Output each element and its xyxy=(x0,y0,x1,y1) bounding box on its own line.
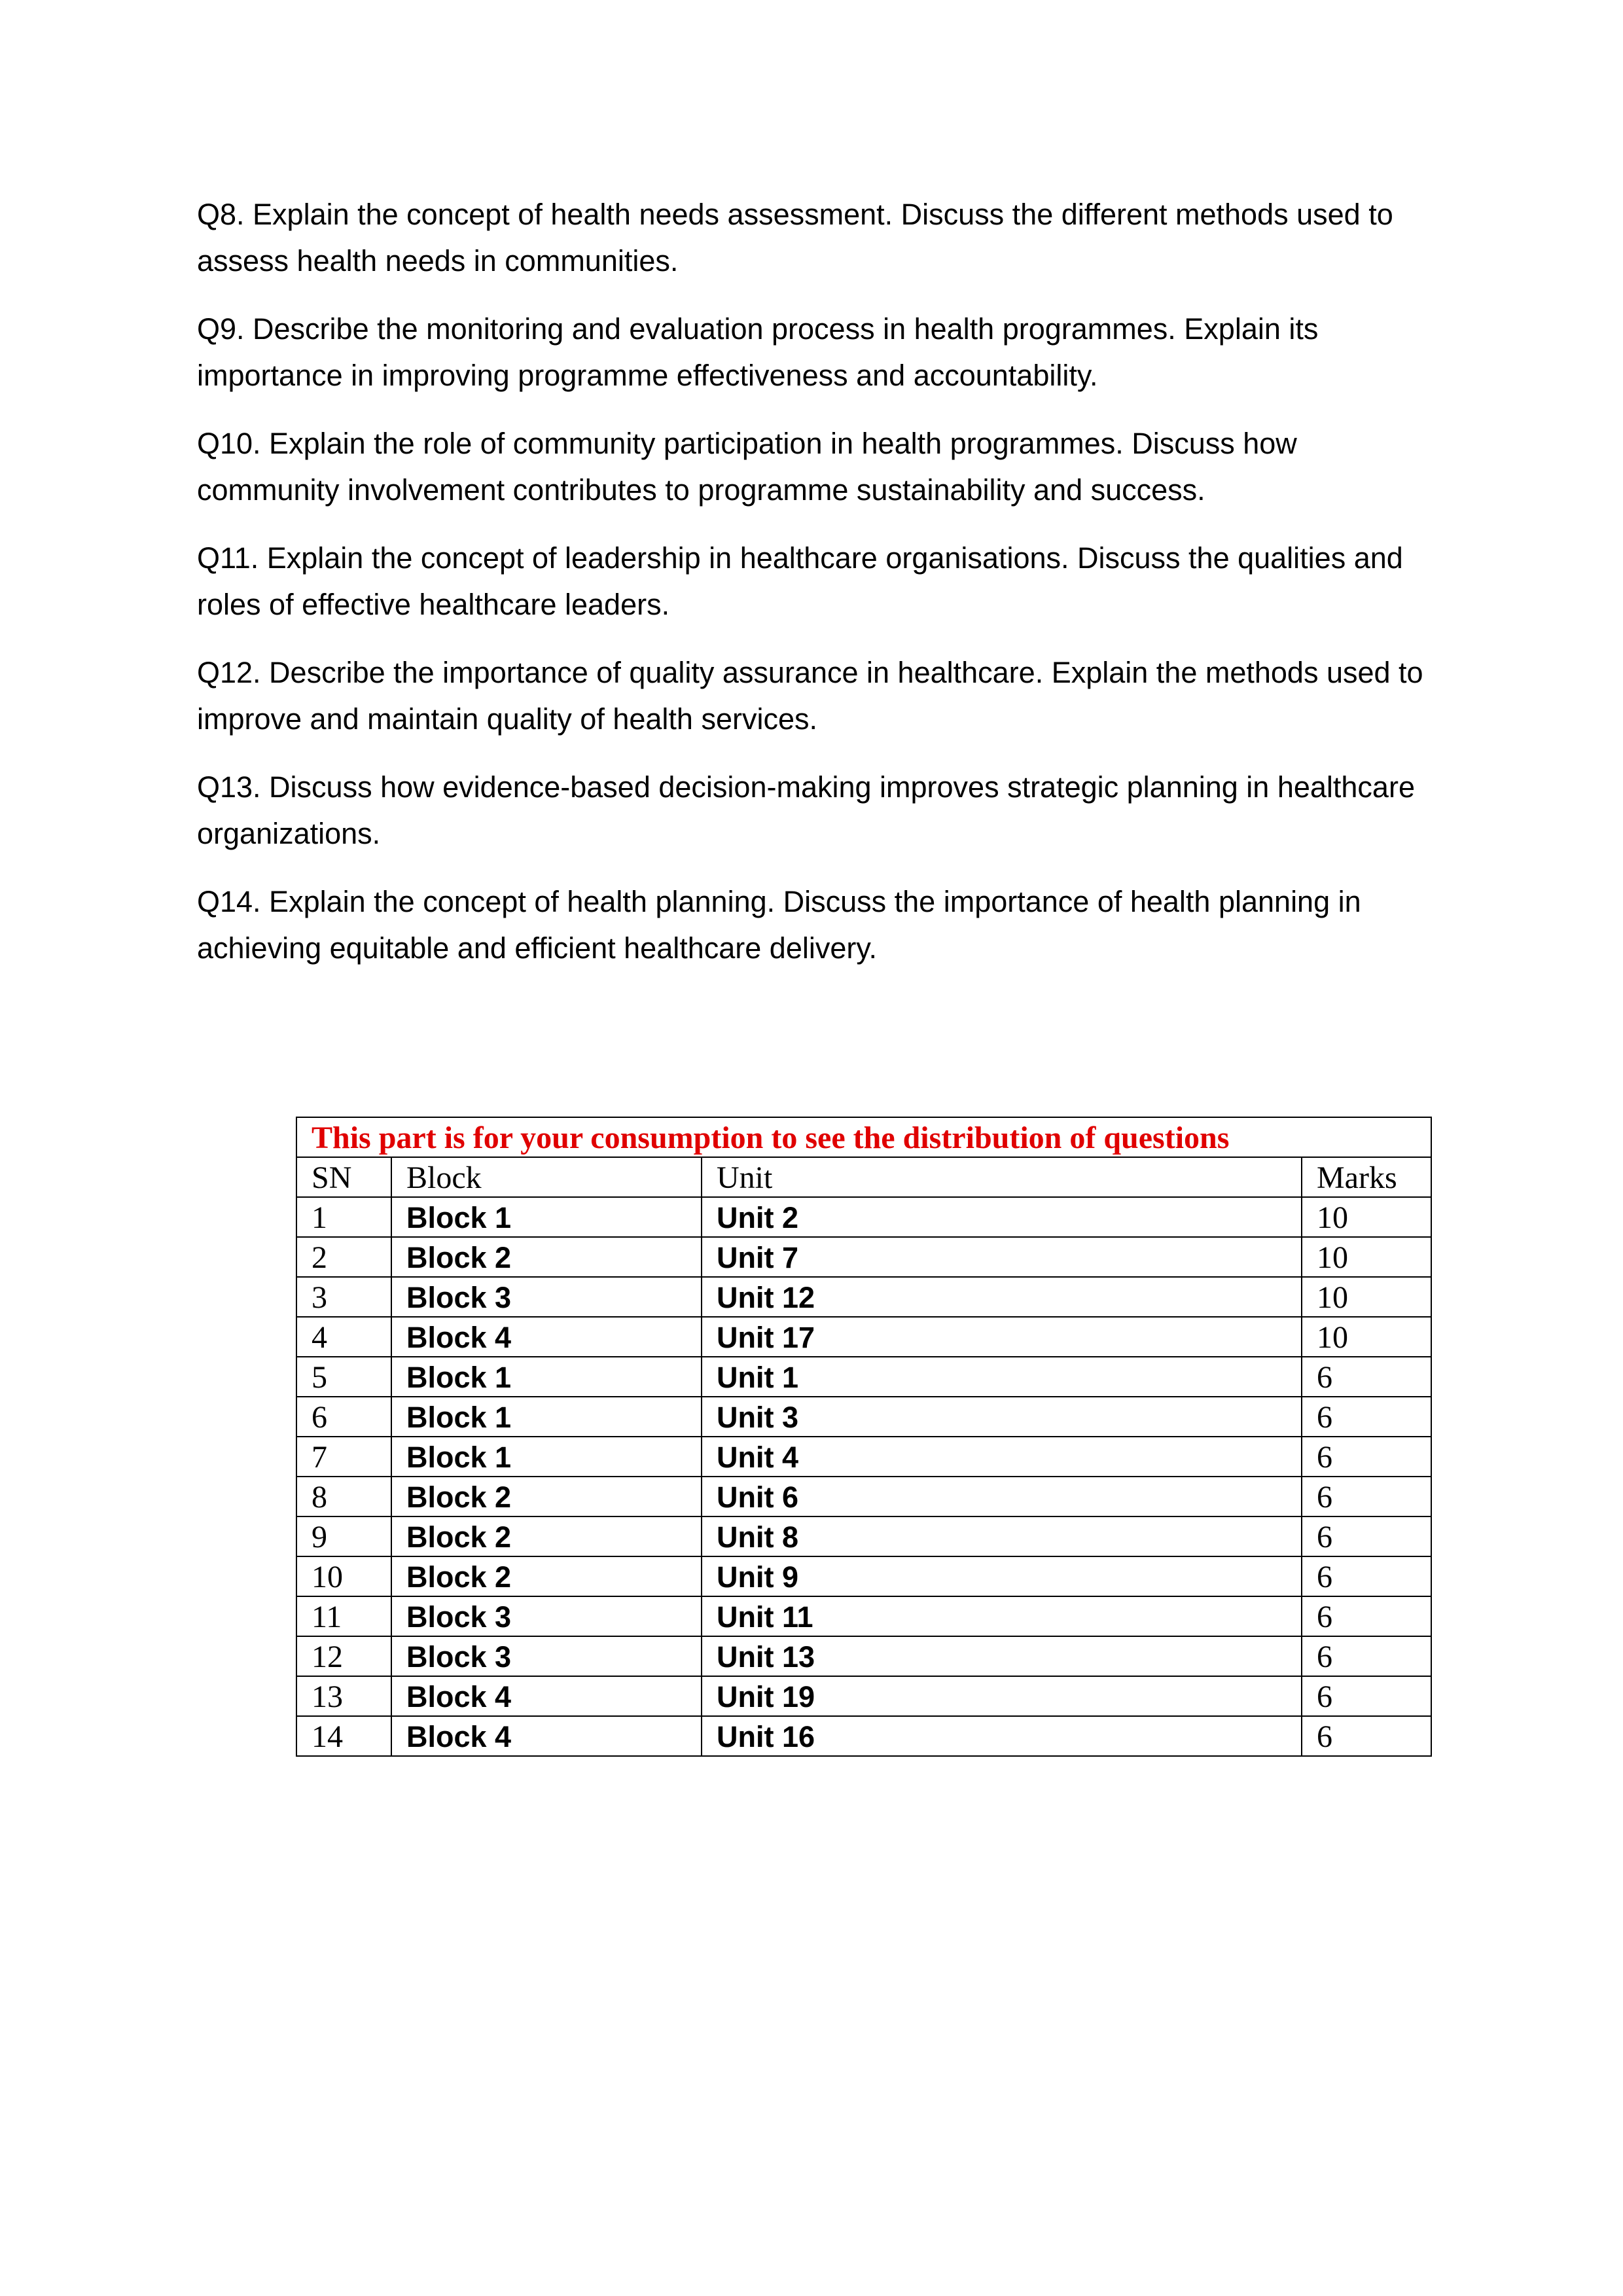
cell-sn: 6 xyxy=(296,1397,391,1437)
cell-marks: 10 xyxy=(1302,1197,1431,1237)
header-unit: Unit xyxy=(702,1157,1302,1197)
header-sn: SN xyxy=(296,1157,391,1197)
cell-block: Block 1 xyxy=(391,1197,702,1237)
cell-sn: 14 xyxy=(296,1716,391,1756)
table-row xyxy=(296,1556,1431,1596)
cell-sn: 9 xyxy=(296,1516,391,1556)
cell-marks: 6 xyxy=(1302,1556,1431,1596)
cell-sn: 2 xyxy=(296,1237,391,1277)
cell-block: Block 1 xyxy=(391,1397,702,1437)
cell-block: Block 4 xyxy=(391,1317,702,1357)
question-q12: Q12. Describe the importance of quality assurance in healthcare. Explain the methods used to improve and maintain quality of health services. xyxy=(197,656,1423,736)
table-title: This part is for your consumption to see the distribution of questions xyxy=(296,1117,1431,1157)
cell-unit: Unit 9 xyxy=(702,1556,1302,1596)
table-row xyxy=(296,1277,1431,1317)
cell-block: Block 1 xyxy=(391,1357,702,1397)
cell-block: Block 4 xyxy=(391,1676,702,1716)
cell-marks: 6 xyxy=(1302,1716,1431,1756)
table-header-row xyxy=(296,1157,1431,1197)
question-q11: Q11. Explain the concept of leadership in healthcare organisations. Discuss the qualities and roles of effective healthcare leaders. xyxy=(197,541,1403,621)
cell-block: Block 2 xyxy=(391,1477,702,1516)
cell-block: Block 2 xyxy=(391,1556,702,1596)
cell-marks: 10 xyxy=(1302,1317,1431,1357)
cell-unit: Unit 3 xyxy=(702,1397,1302,1437)
table-row xyxy=(296,1596,1431,1636)
cell-block: Block 1 xyxy=(391,1437,702,1477)
question-distribution-table xyxy=(296,1117,1432,1757)
cell-unit: Unit 11 xyxy=(702,1596,1302,1636)
cell-marks: 6 xyxy=(1302,1676,1431,1716)
question-list xyxy=(197,191,1440,993)
cell-block: Block 2 xyxy=(391,1237,702,1277)
table-row xyxy=(296,1357,1431,1397)
cell-unit: Unit 19 xyxy=(702,1676,1302,1716)
cell-marks: 6 xyxy=(1302,1516,1431,1556)
table-row xyxy=(296,1397,1431,1437)
cell-marks: 6 xyxy=(1302,1437,1431,1477)
cell-unit: Unit 16 xyxy=(702,1716,1302,1756)
table-row xyxy=(296,1716,1431,1756)
table-row xyxy=(296,1317,1431,1357)
cell-block: Block 4 xyxy=(391,1716,702,1756)
table-title-row xyxy=(296,1117,1431,1157)
cell-marks: 6 xyxy=(1302,1596,1431,1636)
table-row xyxy=(296,1197,1431,1237)
header-marks: Marks xyxy=(1302,1157,1431,1197)
cell-sn: 8 xyxy=(296,1477,391,1516)
cell-marks: 6 xyxy=(1302,1357,1431,1397)
cell-marks: 6 xyxy=(1302,1397,1431,1437)
cell-marks: 10 xyxy=(1302,1237,1431,1277)
table-row xyxy=(296,1477,1431,1516)
cell-sn: 12 xyxy=(296,1636,391,1676)
cell-sn: 3 xyxy=(296,1277,391,1317)
cell-sn: 10 xyxy=(296,1556,391,1596)
cell-unit: Unit 6 xyxy=(702,1477,1302,1516)
cell-unit: Unit 8 xyxy=(702,1516,1302,1556)
cell-sn: 11 xyxy=(296,1596,391,1636)
cell-sn: 13 xyxy=(296,1676,391,1716)
cell-unit: Unit 17 xyxy=(702,1317,1302,1357)
cell-block: Block 3 xyxy=(391,1596,702,1636)
question-q13: Q13. Discuss how evidence-based decision-making improves strategic planning in healthcare organizations. xyxy=(197,770,1415,850)
cell-unit: Unit 4 xyxy=(702,1437,1302,1477)
cell-marks: 10 xyxy=(1302,1277,1431,1317)
cell-sn: 4 xyxy=(296,1317,391,1357)
cell-unit: Unit 12 xyxy=(702,1277,1302,1317)
cell-unit: Unit 1 xyxy=(702,1357,1302,1397)
cell-marks: 6 xyxy=(1302,1477,1431,1516)
cell-block: Block 2 xyxy=(391,1516,702,1556)
table-row xyxy=(296,1636,1431,1676)
table-row xyxy=(296,1437,1431,1477)
question-q14: Q14. Explain the concept of health planning. Discuss the importance of health planning in achieving equitable and efficient healthcare delivery. xyxy=(197,885,1361,965)
cell-block: Block 3 xyxy=(391,1636,702,1676)
cell-block: Block 3 xyxy=(391,1277,702,1317)
cell-sn: 7 xyxy=(296,1437,391,1477)
cell-unit: Unit 13 xyxy=(702,1636,1302,1676)
cell-unit: Unit 2 xyxy=(702,1197,1302,1237)
cell-sn: 5 xyxy=(296,1357,391,1397)
question-q9: Q9. Describe the monitoring and evaluation process in health programmes. Explain its importance in improving programme effectiveness and accountability. xyxy=(197,312,1319,392)
question-q8: Q8. Explain the concept of health needs assessment. Discuss the different methods used to assess health needs in communities. xyxy=(197,198,1393,278)
question-q10: Q10. Explain the role of community participation in health programmes. Discuss how community involvement contributes to programme sustainability and success. xyxy=(197,427,1297,507)
table-row xyxy=(296,1237,1431,1277)
cell-marks: 6 xyxy=(1302,1636,1431,1676)
table-row xyxy=(296,1516,1431,1556)
cell-sn: 1 xyxy=(296,1197,391,1237)
cell-unit: Unit 7 xyxy=(702,1237,1302,1277)
table-row xyxy=(296,1676,1431,1716)
header-block: Block xyxy=(391,1157,702,1197)
